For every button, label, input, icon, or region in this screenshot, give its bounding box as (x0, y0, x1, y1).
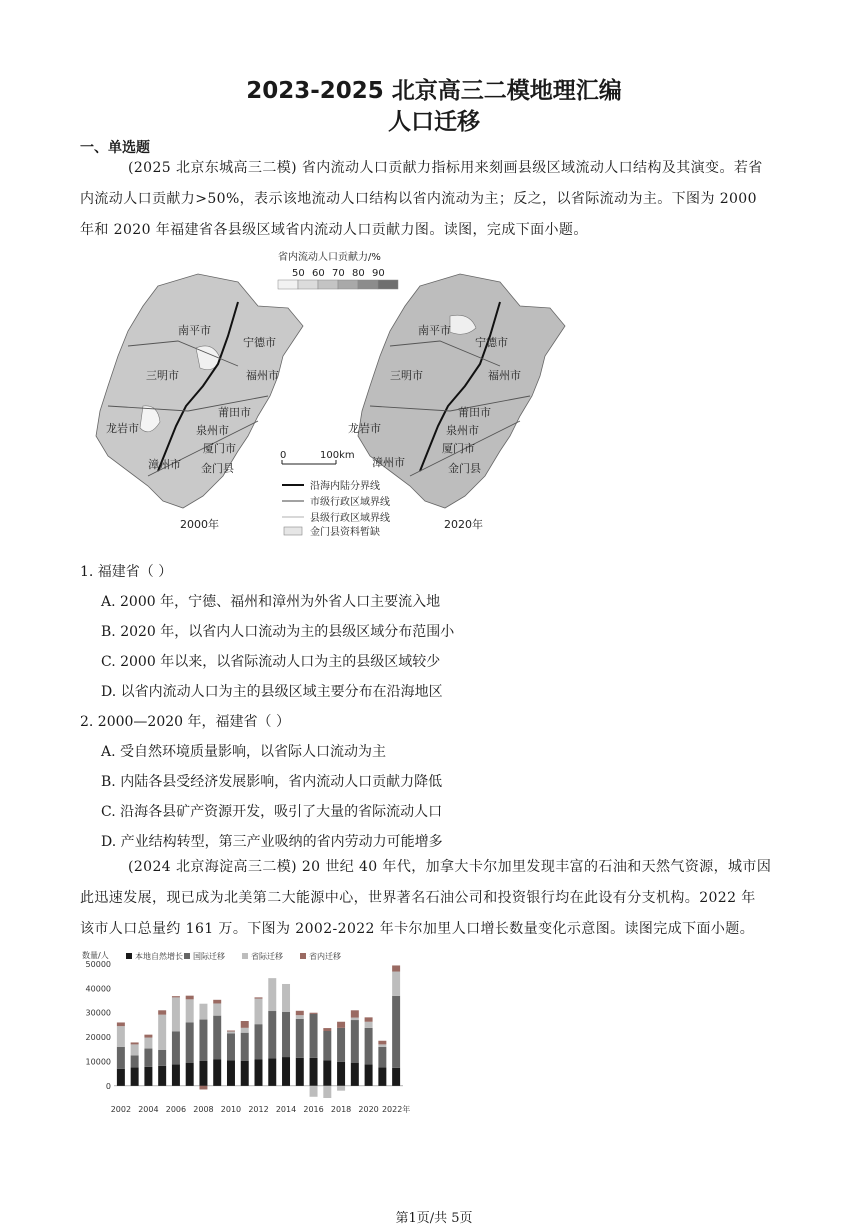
bar-segment (227, 1031, 235, 1033)
legend-swatch (378, 280, 398, 289)
bar-segment (213, 1003, 221, 1015)
legend-swatch (184, 953, 190, 959)
bar-segment (268, 978, 276, 1011)
bar-segment (323, 1031, 331, 1060)
bar-segment (199, 1004, 207, 1020)
city-label: 莆田市 (458, 406, 491, 419)
legend-swatch (278, 280, 298, 289)
x-tick-label: 2012 (248, 1105, 269, 1114)
bar-segment (227, 1033, 235, 1060)
line-legend-kinmen: 金门县资料暂缺 (310, 527, 380, 538)
bar-segment (241, 1021, 249, 1028)
city-label: 宁德市 (243, 336, 276, 349)
paragraph-line: (2024 北京海淀高三二模) 20 世纪 40 年代，加拿大卡尔加里发现丰富的石油和天然气资源，城市因 (128, 859, 772, 875)
chart-ylabel: 数量/人 (82, 951, 109, 960)
y-tick-label: 30000 (85, 1008, 111, 1018)
scale-label: 100km (320, 450, 355, 461)
bar-segment (282, 1057, 290, 1086)
bar-segment (255, 1024, 263, 1059)
legend-entry: 本地自然增长 (135, 952, 183, 961)
bar-segment (227, 1060, 235, 1086)
bar-segment (158, 1050, 166, 1066)
bar-segment (337, 1086, 345, 1091)
question-2-option-b: B. 内陆各县受经济发展影响，省内流动人口贡献力降低 (101, 774, 443, 790)
bar-segment (310, 1014, 318, 1058)
y-tick-label: 50000 (85, 960, 111, 969)
bar-segment (117, 1047, 125, 1069)
y-tick-label: 0 (105, 1081, 111, 1091)
bar-segment (172, 1031, 180, 1064)
city-label: 泉州市 (446, 424, 479, 437)
bar-segment (144, 1049, 152, 1067)
scale-zero: 0 (280, 450, 287, 461)
bar-segment (172, 1064, 180, 1085)
y-tick-label: 10000 (85, 1057, 111, 1067)
city-label: 厦门市 (442, 442, 475, 455)
city-label: 漳州市 (148, 458, 181, 471)
legend-tick: 90 (372, 268, 385, 279)
legend-swatch (300, 953, 306, 959)
paragraph-line: 内流动人口贡献力>50%，表示该地流动人口结构以省内流动为主；反之，以省际流动为主。下图为 2000 (80, 191, 757, 207)
bar-segment (199, 1020, 207, 1061)
city-label: 三明市 (146, 369, 179, 382)
intro-paragraph-1 (80, 153, 792, 246)
bar-segment (351, 1020, 359, 1063)
bar-segment (144, 1038, 152, 1049)
legend-entry: 省内迁移 (309, 952, 341, 961)
bar-segment (310, 1086, 318, 1097)
city-label: 泉州市 (196, 424, 229, 437)
x-tick-label: 2018 (330, 1105, 352, 1114)
document-title: 2023-2025 北京高三二模地理汇编 (246, 78, 622, 104)
legend-tick: 50 (292, 268, 305, 279)
legend-swatch (358, 280, 378, 289)
bar-segment (296, 1011, 304, 1015)
question-1-option-c: C. 2000 年以来，以省际流动人口为主的县级区域较少 (101, 654, 441, 670)
city-label: 莆田市 (218, 406, 251, 419)
bar-segment (131, 1042, 139, 1044)
bar-segment (131, 1055, 139, 1067)
bar-segment (158, 1010, 166, 1014)
bar-segment (144, 1035, 152, 1038)
bar-segment (186, 1022, 194, 1062)
legend-tick: 60 (312, 268, 325, 279)
city-label: 漳州市 (372, 456, 405, 469)
bar-segment (199, 1061, 207, 1086)
x-tick-label: 2010 (220, 1105, 242, 1114)
bar-segment (323, 1028, 331, 1031)
bar-segment (241, 1028, 249, 1033)
legend-swatch (298, 280, 318, 289)
city-label: 宁德市 (475, 336, 508, 349)
bar-segment (131, 1068, 139, 1086)
line-legend-county: 县级行政区域界线 (310, 513, 390, 524)
bar-segment (310, 1058, 318, 1086)
bar-segment (392, 996, 400, 1068)
legend-swatch (318, 280, 338, 289)
map-line-legend (282, 479, 390, 538)
bar-segment (241, 1061, 249, 1086)
x-tick-label: 2004 (138, 1105, 159, 1114)
map-legend-ticks (292, 268, 385, 279)
bar-segment (282, 1012, 290, 1057)
legend-entry: 省际迁移 (251, 952, 283, 961)
bar-segment (378, 1044, 386, 1046)
city-label: 福州市 (488, 369, 521, 382)
bar-segment (255, 999, 263, 1025)
question-2-option-c: C. 沿海各县矿产资源开发，吸引了大量的省际流动人口 (101, 804, 443, 820)
bar-segment (351, 1018, 359, 1020)
bar-segment (392, 965, 400, 971)
y-tick-label: 20000 (85, 1033, 111, 1043)
bar-segment (310, 1013, 318, 1014)
map-2000 (96, 274, 303, 531)
bar-segment (158, 1015, 166, 1050)
bar-segment (378, 1068, 386, 1086)
bar-segment (158, 1066, 166, 1086)
question-2-option-a: A. 受自然环境质量影响，以省际人口流动为主 (101, 744, 387, 760)
bar-segment (392, 972, 400, 996)
bar-segment (213, 1016, 221, 1060)
bar-segment (186, 1063, 194, 1086)
bar-segment (365, 1017, 373, 1021)
bar-segment (378, 1041, 386, 1045)
question-1-option-a: A. 2000 年，宁德、福州和漳州为外省人口主要流入地 (101, 594, 441, 610)
x-tick-label: 2006 (165, 1105, 187, 1114)
bar-segment (186, 996, 194, 1000)
paragraph-line: 此迅速发展，现已成为北美第二大能源中心，世界著名石油公司和投资银行均在此设有分支机构。2022 年 (80, 890, 756, 906)
x-tick-label: 2014 (275, 1105, 297, 1114)
bar-segment (172, 996, 180, 997)
bar-segment (337, 1062, 345, 1086)
bar-segment (268, 1059, 276, 1086)
map-2020 (348, 274, 565, 531)
bar-segment (117, 1069, 125, 1086)
question-1-option-b: B. 2020 年，以省内人口流动为主的县级区域分布范围小 (101, 624, 455, 640)
bar-segment (144, 1067, 152, 1086)
x-tick-label: 2008 (193, 1105, 214, 1114)
year-label-2000: 2000年 (180, 518, 219, 531)
city-label: 三明市 (390, 369, 423, 382)
bar-segment (392, 1068, 400, 1086)
bar-segment (296, 1058, 304, 1086)
bar-segment (296, 1015, 304, 1019)
bar-segment (351, 1063, 359, 1086)
city-label: 南平市 (178, 324, 211, 337)
map-scale (280, 450, 355, 464)
bar-segment (323, 1060, 331, 1086)
bar-segment (117, 1022, 125, 1026)
city-label: 金门县 (448, 462, 481, 475)
bar-segment (213, 1000, 221, 1004)
bar-segment (337, 1028, 345, 1062)
bar-segment (282, 984, 290, 1012)
city-label: 福州市 (246, 369, 279, 382)
city-label: 南平市 (418, 324, 451, 337)
bar-segment (172, 997, 180, 1031)
paragraph-line: 该市人口总量约 161 万。下图为 2002-2022 年卡尔加里人口增长数量变化示意图。读图完成下面小题。 (80, 921, 755, 937)
legend-tick: 80 (352, 268, 365, 279)
x-tick-label: 2020 (358, 1105, 379, 1114)
y-tick-label: 40000 (85, 984, 111, 994)
year-label-2020: 2020年 (444, 518, 483, 531)
bar-segment (255, 997, 263, 998)
legend-swatch (242, 953, 248, 959)
intro-paragraph-2 (80, 852, 792, 945)
paragraph-line: 年和 2020 年福建省各县级区域省内流动人口贡献力图。读图，完成下面小题。 (80, 222, 588, 238)
city-label: 厦门市 (203, 442, 236, 455)
bar-segment (268, 1011, 276, 1059)
question-2-option-d: D. 产业结构转型，第三产业吸纳的省内劳动力可能增多 (101, 834, 443, 850)
document-subtitle: 人口迁移 (388, 109, 480, 135)
x-tick-label: 2022年 (381, 1105, 411, 1114)
bar-segment (351, 1010, 359, 1017)
city-label: 龙岩市 (348, 422, 381, 435)
bar-segment (213, 1060, 221, 1086)
bar-segment (255, 1060, 263, 1086)
bar-segment (337, 1022, 345, 1028)
page-footer: 第1页/共 5页 (395, 1211, 473, 1226)
line-legend-city: 市级行政区域界线 (310, 497, 390, 508)
bar-segment (227, 1031, 235, 1032)
map-legend-title: 省内流动人口贡献力/% (278, 252, 381, 263)
legend-entry: 国际迁移 (193, 952, 225, 961)
bar-segment (365, 1064, 373, 1085)
legend-swatch (338, 280, 358, 289)
section-heading: 一、单选题 (80, 140, 150, 156)
bar-segment (365, 1022, 373, 1028)
bar-segment (117, 1026, 125, 1047)
question-2-stem: 2. 2000—2020 年，福建省（ ） (80, 714, 290, 730)
question-1-stem: 1. 福建省（ ） (80, 564, 173, 580)
bar-segment (378, 1047, 386, 1068)
question-1-option-d: D. 以省内流动人口为主的县级区域主要分布在沿海地区 (101, 684, 443, 700)
bar-segment (365, 1028, 373, 1065)
paragraph-line: (2025 北京东城高三二模) 省内流动人口贡献力指标用来刻画县级区域流动人口结构及其演变。若省 (128, 160, 763, 176)
bar-segment (186, 999, 194, 1022)
x-tick-label: 2016 (303, 1105, 324, 1114)
bar-segment (323, 1086, 331, 1098)
legend-tick: 70 (332, 268, 345, 279)
fujian-map-figure (88, 246, 588, 538)
bar-segment (199, 1086, 207, 1090)
line-legend-coast: 沿海内陆分界线 (310, 481, 380, 492)
bar-segment (131, 1044, 139, 1055)
calgary-population-chart (78, 946, 418, 1118)
bar-segment (296, 1019, 304, 1058)
legend-swatch (126, 953, 132, 959)
bar-segment (241, 1033, 249, 1061)
city-label: 金门县 (201, 462, 234, 475)
city-label: 龙岩市 (106, 422, 139, 435)
map-legend-swatches (278, 280, 398, 289)
x-tick-label: 2002 (110, 1105, 132, 1114)
